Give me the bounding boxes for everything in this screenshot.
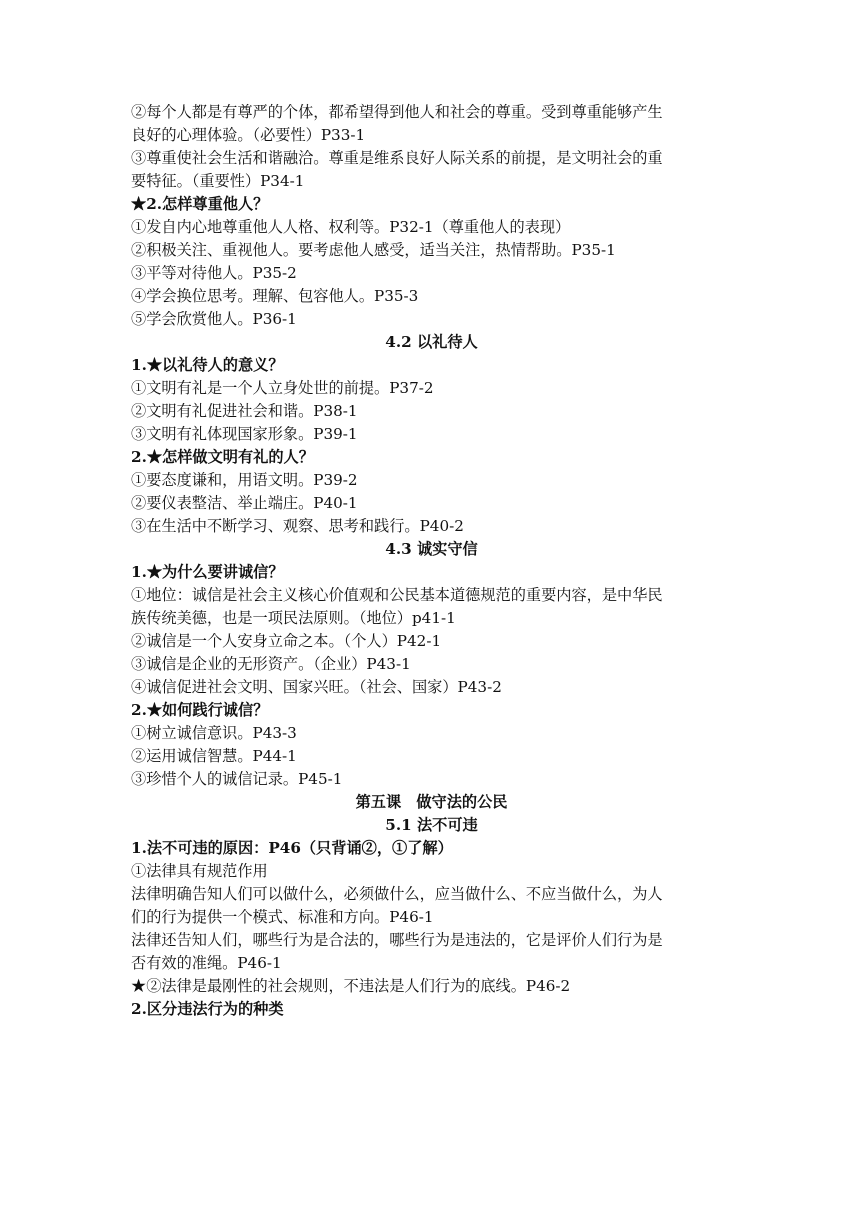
text-line: ①发自内心地尊重他人人格、权利等。P32-1（尊重他人的表现） xyxy=(131,218,571,236)
text-line: ③文明有礼体现国家形象。P39-1 xyxy=(131,425,358,443)
text-line: ②诚信是一个人安身立命之本。（个人）P42-1 xyxy=(131,632,442,650)
section-heading: 4.2 以礼待人 xyxy=(385,333,478,351)
question-heading: 2.区分违法行为的种类 xyxy=(131,1000,284,1018)
lesson-heading: 第五课 做守法的公民 xyxy=(355,793,508,811)
text-line: ★②法律是最刚性的社会规则，不违法是人们行为的底线。P46-2 xyxy=(131,977,571,995)
text-line: ④学会换位思考。理解、包容他人。P35-3 xyxy=(131,287,419,305)
text-line: 要特征。（重要性）P34-1 xyxy=(131,172,305,190)
text-line: ①要态度谦和，用语文明。P39-2 xyxy=(131,471,358,489)
text-line: ③珍惜个人的诚信记录。P45-1 xyxy=(131,770,343,788)
text-line: ①树立诚信意识。P43-3 xyxy=(131,724,297,742)
document-page xyxy=(131,101,732,1021)
text-line: ②每个人都是有尊严的个体，都希望得到他人和社会的尊重。受到尊重能够产生 xyxy=(131,103,663,121)
section-heading: 5.1 法不可违 xyxy=(385,816,478,834)
text-line: 族传统美德，也是一项民法原则。（地位）p41-1 xyxy=(131,609,456,627)
text-line: ②运用诚信智慧。P44-1 xyxy=(131,747,297,765)
text-line: 良好的心理体验。（必要性）P33-1 xyxy=(131,126,366,144)
question-heading: ★2.怎样尊重他人？ xyxy=(131,195,269,213)
text-line: 法律还告知人们，哪些行为是合法的，哪些行为是违法的，它是评价人们行为是 xyxy=(131,931,663,949)
question-heading: 1.★为什么要讲诚信？ xyxy=(131,563,284,581)
text-line: ②要仪表整洁、举止端庄。P40-1 xyxy=(131,494,358,512)
text-line: 法律明确告知人们可以做什么，必须做什么，应当做什么、不应当做什么，为人 xyxy=(131,885,663,903)
question-heading: 2.★如何践行诚信？ xyxy=(131,701,269,719)
text-line: ①地位：诚信是社会主义核心价值观和公民基本道德规范的重要内容，是中华民 xyxy=(131,586,663,604)
question-heading: 1.法不可违的原因：P46（只背诵②，①了解） xyxy=(131,839,453,857)
section-heading: 4.3 诚实守信 xyxy=(385,540,478,558)
text-line: ③诚信是企业的无形资产。（企业）P43-1 xyxy=(131,655,411,673)
text-line: ②文明有礼促进社会和谐。P38-1 xyxy=(131,402,358,420)
text-line: 否有效的准绳。P46-1 xyxy=(131,954,282,972)
text-line: ④诚信促进社会文明、国家兴旺。（社会、国家）P43-2 xyxy=(131,678,502,696)
question-heading: 1.★以礼待人的意义？ xyxy=(131,356,284,374)
text-line: 们的行为提供一个模式、标准和方向。P46-1 xyxy=(131,908,434,926)
text-line: ③尊重使社会生活和谐融洽。尊重是维系良好人际关系的前提，是文明社会的重 xyxy=(131,149,663,167)
text-line: ⑤学会欣赏他人。P36-1 xyxy=(131,310,297,328)
text-line: ②积极关注、重视他人。要考虑他人感受，适当关注，热情帮助。P35-1 xyxy=(131,241,616,259)
question-heading: 2.★怎样做文明有礼的人？ xyxy=(131,448,314,466)
text-line: ①法律具有规范作用 xyxy=(131,862,268,880)
text-line: ③在生活中不断学习、观察、思考和践行。P40-2 xyxy=(131,517,464,535)
text-line: ①文明有礼是一个人立身处世的前提。P37-2 xyxy=(131,379,434,397)
text-line: ③平等对待他人。P35-2 xyxy=(131,264,297,282)
